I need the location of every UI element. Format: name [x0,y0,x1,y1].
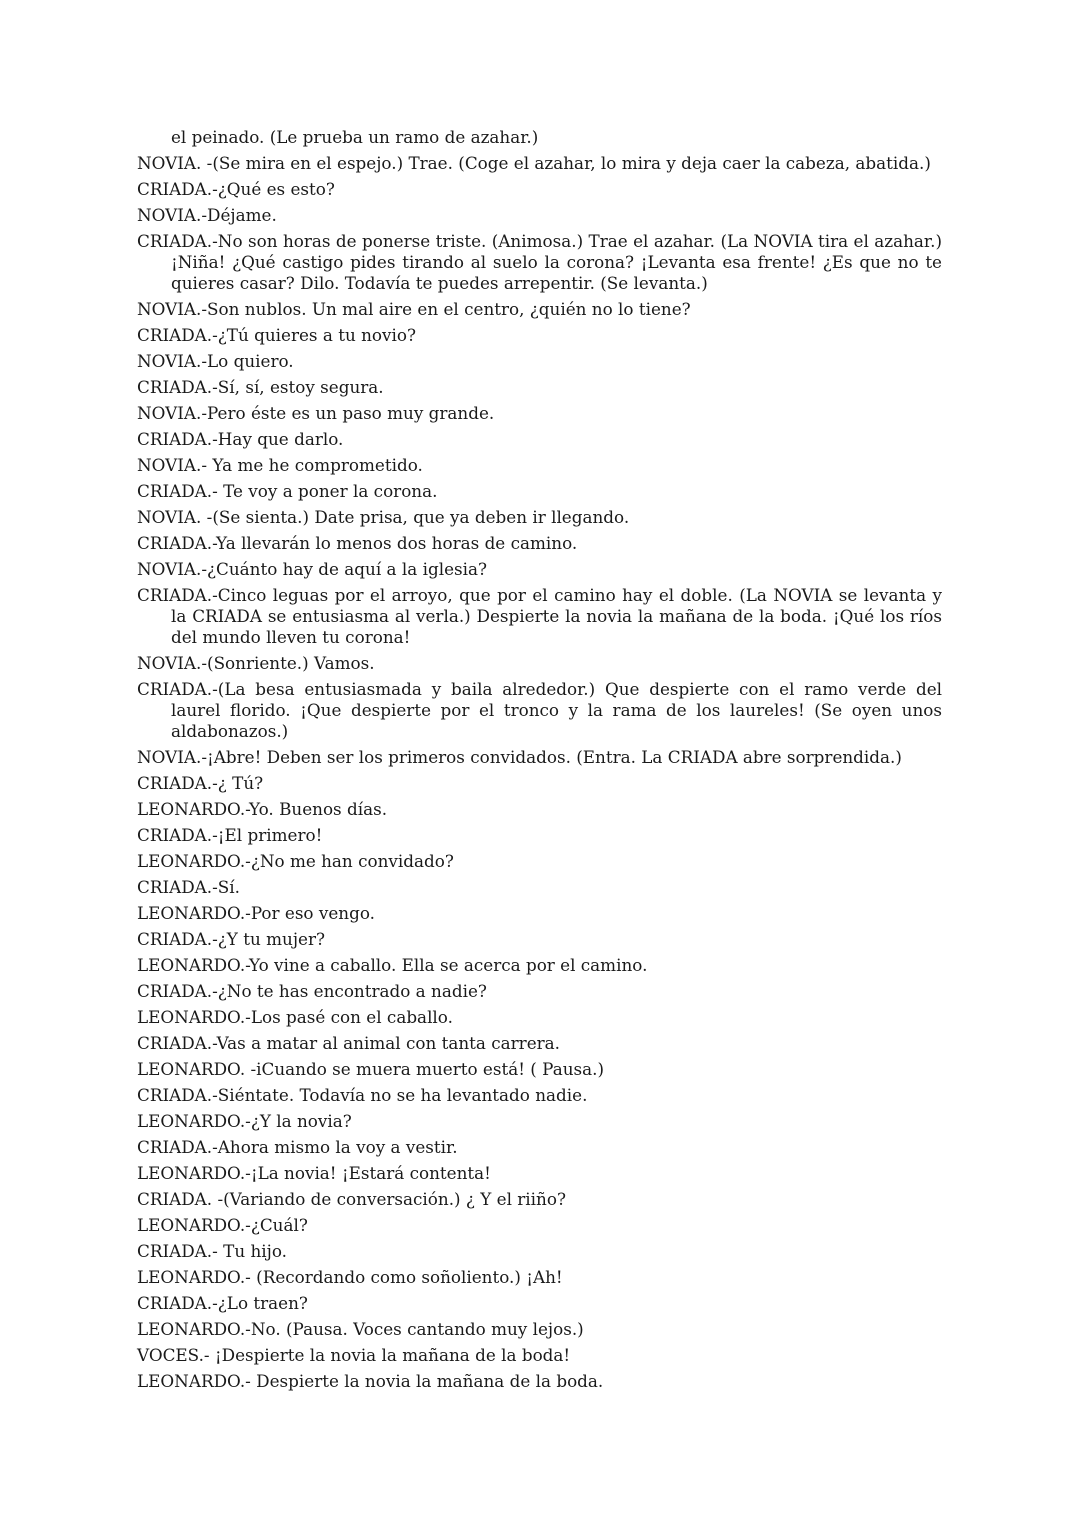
dialogue-line: CRIADA.- Te voy a poner la corona. [137,481,438,501]
dialogue-line: LEONARDO.-¡La novia! ¡Estará contenta! [137,1163,491,1183]
dialogue-line: CRIADA.-¿No te has encontrado a nadie? [137,981,487,1001]
dialogue-line: CRIADA.-Vas a matar al animal con tanta carrera. [137,1033,560,1053]
dialogue-line: NOVIA.-Déjame. [137,205,277,225]
dialogue-line: CRIADA.-Ya llevarán lo menos dos horas de camino. [137,533,578,553]
dialogue-line: LEONARDO.-¿Cuál? [137,1215,308,1235]
dialogue-line: NOVIA.-(Sonriente.) Vamos. [137,653,375,673]
stage-direction-continuation: el peinado. (Le prueba un ramo de azahar.) [171,127,539,147]
dialogue-line: CRIADA.-No son horas de ponerse triste. (Animosa.) Trae el azahar. (La NOVIA tira el azahar.) ¡Niña! ¿Qué castigo pides tirando al suelo la corona? ¡Levanta esa frente! ¿Es que no te quieres casar? Dilo. Todavía te puedes arrepentir. (Se levanta.) [137,231,942,293]
dialogue-line: CRIADA.-Cinco leguas por el arroyo, que por el camino hay el doble. (La NOVIA se levanta y la CRIADA se entusiasma al verla.) Despierte la novia la mañana de la boda. ¡Qué los ríos del mundo lleven tu corona! [137,585,942,647]
dialogue-line: NOVIA.-¿Cuánto hay de aquí a la iglesia? [137,559,487,579]
dialogue-line: LEONARDO.-Los pasé con el caballo. [137,1007,453,1027]
dialogue-line: CRIADA.-(La besa entusiasmada y baila alrededor.) Que despierte con el ramo verde del laurel florido. ¡Que despierte por el tronco y la rama de los laureles! (Se oyen unos aldabonazos.) [137,679,942,741]
dialogue-line: CRIADA.-¿Lo traen? [137,1293,308,1313]
dialogue-line: NOVIA.-Lo quiero. [137,351,294,371]
dialogue-line: CRIADA.- Tu hijo. [137,1241,287,1261]
dialogue-line: NOVIA. -(Se mira en el espejo.) Trae. (Coge el azahar, lo mira y deja caer la cabeza, abatida.) [137,153,931,173]
script-text [137,127,942,1397]
dialogue-line: CRIADA.-¿Qué es esto? [137,179,335,199]
dialogue-line: LEONARDO.- (Recordando como soñoliento.) ¡Ah! [137,1267,563,1287]
dialogue-line: LEONARDO.-¿No me han convidado? [137,851,454,871]
dialogue-line: CRIADA.-Ahora mismo la voy a vestir. [137,1137,458,1157]
dialogue-line: CRIADA.-¡El primero! [137,825,323,845]
dialogue-line: LEONARDO. -iCuando se muera muerto está! ( Pausa.) [137,1059,605,1079]
dialogue-line: LEONARDO.- Despierte la novia la mañana de la boda. [137,1371,604,1391]
dialogue-line: NOVIA.-¡Abre! Deben ser los primeros convidados. (Entra. La CRIADA abre sorprendida.) [137,747,902,767]
dialogue-line: CRIADA.-¿Tú quieres a tu novio? [137,325,416,345]
dialogue-line: LEONARDO.-No. (Pausa. Voces cantando muy lejos.) [137,1319,584,1339]
dialogue-line: LEONARDO.-Por eso vengo. [137,903,375,923]
dialogue-line: NOVIA. -(Se sienta.) Date prisa, que ya deben ir llegando. [137,507,630,527]
dialogue-line: CRIADA. -(Variando de conversación.) ¿ Y el riiño? [137,1189,566,1209]
dialogue-line: VOCES.- ¡Despierte la novia la mañana de la boda! [137,1345,571,1365]
dialogue-line: NOVIA.- Ya me he comprometido. [137,455,423,475]
dialogue-line: CRIADA.-Siéntate. Todavía no se ha levantado nadie. [137,1085,588,1105]
dialogue-line: CRIADA.-Sí. [137,877,240,897]
dialogue-line: CRIADA.-Sí, sí, estoy segura. [137,377,384,397]
dialogue-line: CRIADA.-Hay que darlo. [137,429,344,449]
dialogue-line: CRIADA.-¿Y tu mujer? [137,929,325,949]
dialogue-line: NOVIA.-Pero éste es un paso muy grande. [137,403,495,423]
dialogue-line: LEONARDO.-Yo. Buenos días. [137,799,388,819]
dialogue-line: CRIADA.-¿ Tú? [137,773,264,793]
dialogue-line: LEONARDO.-¿Y la novia? [137,1111,352,1131]
dialogue-line: LEONARDO.-Yo vine a caballo. Ella se acerca por el camino. [137,955,648,975]
dialogue-line: NOVIA.-Son nublos. Un mal aire en el centro, ¿quién no lo tiene? [137,299,691,319]
